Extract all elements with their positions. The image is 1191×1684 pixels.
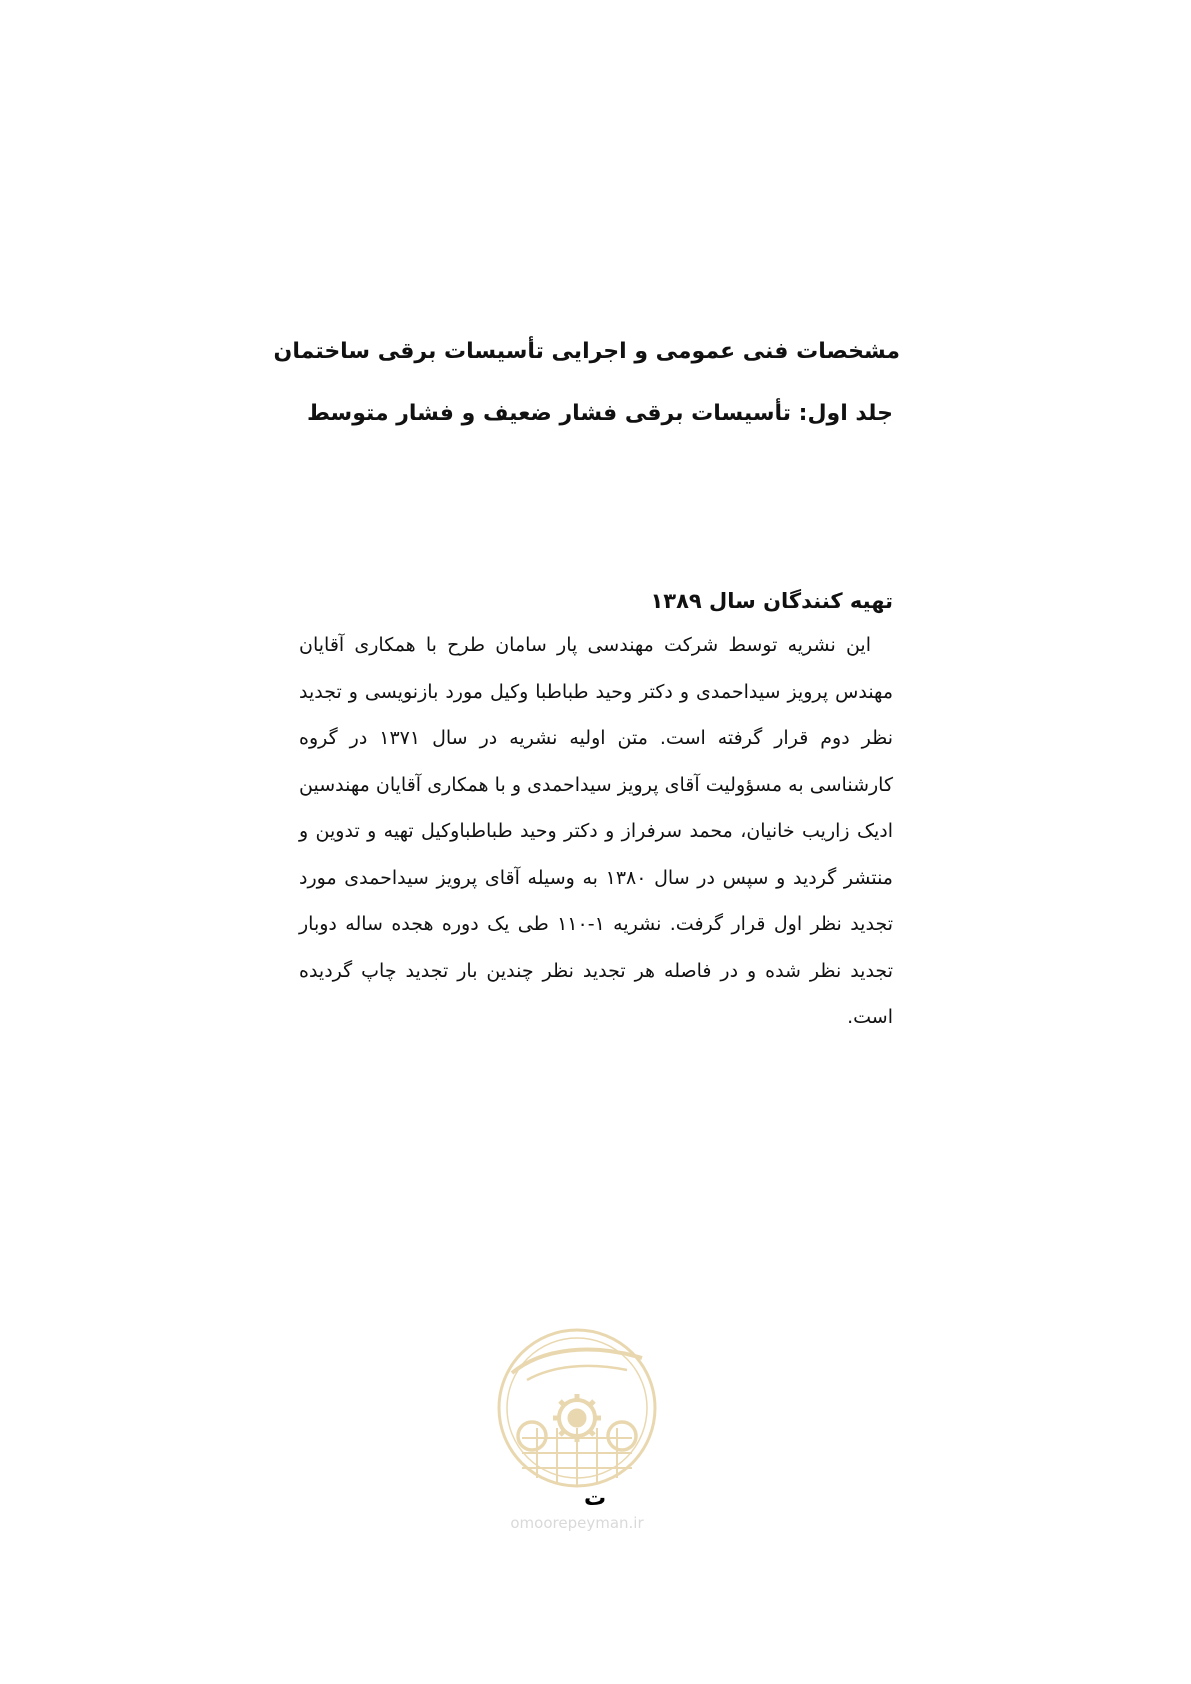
preparers-section [299, 586, 893, 1041]
volume-subtitle: جلد اول: تأسیسات برقی فشار ضعیف و فشار متوسط [307, 401, 893, 426]
section-heading: تهیه کنندگان سال ۱۳۸۹ [650, 589, 893, 613]
document-title: مشخصات فنی عمومی و اجرایی تأسیسات برقی ساختمان [273, 339, 900, 364]
title-block [273, 336, 900, 430]
page-number: ت [583, 1486, 607, 1511]
body-paragraph-text: این نشریه توسط شرکت مهندسی پار سامان طرح با همکاری آقایان مهندس پرویز سیداحمدی و دکتر وحید طباطبا وکیل مورد بازنویسی و تجدید نظر دوم قرار گرفته است. متن اولیه نشریه در سال ۱۳۷۱ در گروه کارشناسی به مسؤولیت آقای پرویز سیداحمدی و با همکاری آقایان مهندسین ادیک زاریب خانیان، محمد سرفراز و دکتر وحید طباطباوکیل تهیه و تدوین و منتشر گردید و سپس در سال ۱۳۸۰ به وسیله آقای پرویز سیداحمدی مورد تجدید نظر اول قرار گرفت. نشریه ۱-۱۱۰ طی یک دوره هجده ساله دوبار تجدید نظر شده و در فاصله هر تجدید نظر چندین بار تجدید چاپ گردیده است. [299, 634, 894, 1028]
body-paragraph [299, 622, 893, 1041]
watermark-website: omoorepeyman.ir [510, 1514, 644, 1532]
